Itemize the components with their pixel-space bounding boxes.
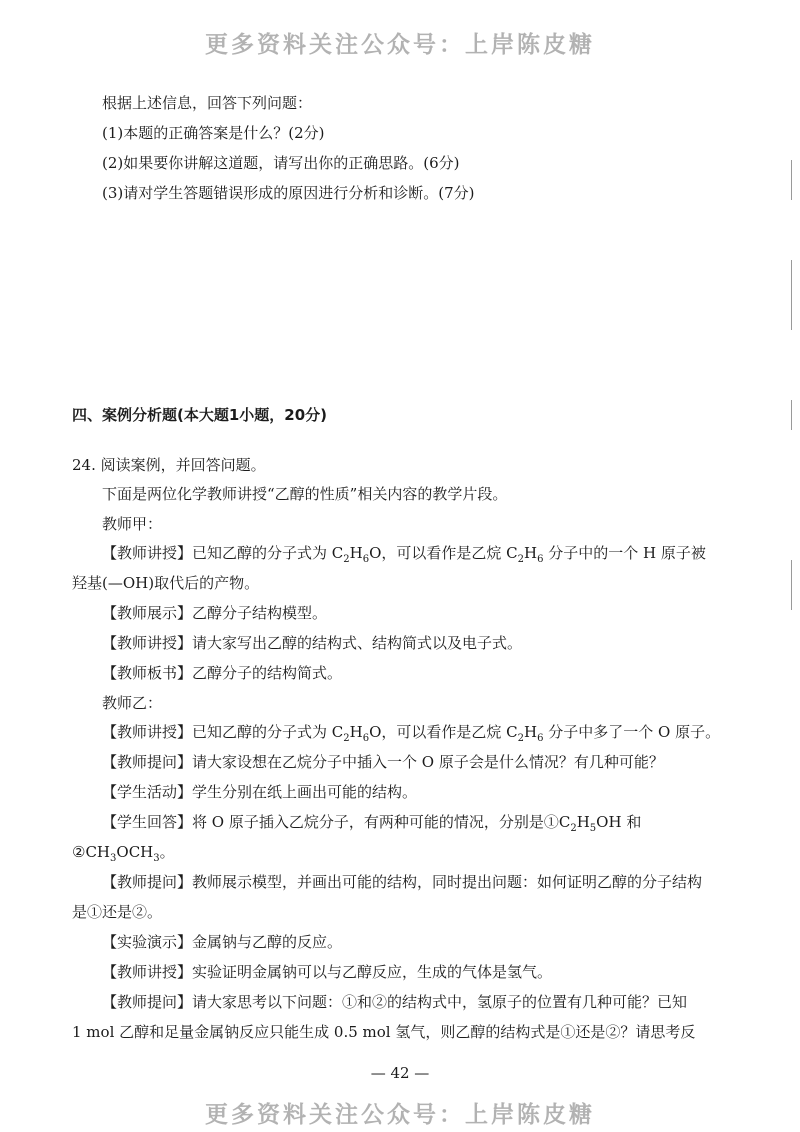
student-answer <box>102 812 641 832</box>
subscript: 2 <box>517 733 525 744</box>
subscript: 5 <box>589 823 597 834</box>
text-span: H <box>524 544 538 562</box>
case-number-line: 24. 阅读案例，并回答问题。 <box>72 456 266 474</box>
scan-margin-mark <box>791 560 792 610</box>
text-span: H <box>349 544 363 562</box>
questions-intro: 根据上述信息，回答下列问题： <box>102 94 313 112</box>
subscript: 3 <box>110 853 117 864</box>
subscript: 2 <box>570 823 577 834</box>
text-span: H <box>349 723 363 741</box>
teacher-b-question-1: 【教师提问】请大家设想在乙烷分子中插入一个 O 原子会是什么情况？有几种可能？ <box>102 753 664 771</box>
teacher-b-lecture-2: 【教师讲授】实验证明金属钠可以与乙醇反应，生成的气体是氢气。 <box>102 963 553 981</box>
scan-margin-mark <box>791 160 792 200</box>
text-span: 【教师讲授】已知乙醇的分子式为 C <box>102 544 344 562</box>
question-1: (1)本题的正确答案是什么？(2分) <box>102 124 325 142</box>
text-span: O，可以看作是乙烷 C <box>369 723 518 741</box>
teacher-b-question-3: 【教师提问】请大家思考以下问题：①和②的结构式中，氢原子的位置有几种可能？已知 <box>102 993 688 1011</box>
teacher-b-question-3-cont: 1 mol 乙醇和足量金属钠反应只能生成 0.5 mol 氢气，则乙醇的结构式是①还是②？请思考反 <box>72 1023 696 1041</box>
question-2: (2)如果要你讲解这道题，请写出你的正确思路。(6分) <box>102 154 460 172</box>
case-intro: 下面是两位化学教师讲授“乙醇的性质”相关内容的教学片段。 <box>102 485 508 503</box>
subscript: 6 <box>362 733 370 744</box>
subscript: 6 <box>362 554 370 565</box>
text-span: O，可以看作是乙烷 C <box>369 544 518 562</box>
teacher-a-lecture-1-cont: 羟基(—OH)取代后的产物。 <box>72 574 260 592</box>
teacher-a-lecture-2: 【教师讲授】请大家写出乙醇的结构式、结构简式以及电子式。 <box>102 634 523 652</box>
text-span: 分子中多了一个 O 原子。 <box>543 723 721 741</box>
subscript: 6 <box>537 554 544 565</box>
teacher-b-label: 教师乙： <box>102 694 163 712</box>
student-activity: 【学生活动】学生分别在纸上画出可能的结构。 <box>102 783 418 801</box>
scan-margin-mark <box>791 400 792 430</box>
teacher-b-lecture-1 <box>102 722 720 742</box>
text-span: H <box>524 723 538 741</box>
scan-margin-mark <box>791 260 792 330</box>
teacher-b-question-2: 【教师提问】教师展示模型，并画出可能的结构，同时提出问题：如何证明乙醇的分子结构 <box>102 873 703 891</box>
text-span: 【学生回答】将 O 原子插入乙烷分子，有两种可能的情况，分别是①C <box>102 813 571 831</box>
page-number: — 42 — <box>370 1064 430 1082</box>
watermark-top: 更多资料关注公众号：上岸陈皮糖 <box>205 32 595 58</box>
text-span: 。 <box>159 843 175 861</box>
teacher-a-display: 【教师展示】乙醇分子结构模型。 <box>102 604 328 622</box>
teacher-b-question-2-cont: 是①还是②。 <box>72 903 163 921</box>
teacher-a-board: 【教师板书】乙醇分子的结构简式。 <box>102 664 343 682</box>
subscript: 2 <box>517 554 525 565</box>
teacher-a-lecture-1 <box>102 543 706 563</box>
section-title: 四、案例分析题(本大题1小题，20分) <box>72 406 328 424</box>
text-span: ②CH <box>72 843 111 861</box>
student-answer-cont <box>72 842 175 862</box>
teacher-a-label: 教师甲： <box>102 515 163 533</box>
text-span: H <box>576 813 590 831</box>
watermark-bottom: 更多资料关注公众号：上岸陈皮糖 <box>205 1102 595 1128</box>
text-span: OCH <box>116 843 154 861</box>
text-span: 分子中的一个 H 原子被 <box>543 544 706 562</box>
text-span: 【教师讲授】已知乙醇的分子式为 C <box>102 723 344 741</box>
subscript: 2 <box>343 733 350 744</box>
question-3: (3)请对学生答题错误形成的原因进行分析和诊断。(7分) <box>102 184 475 202</box>
subscript: 6 <box>537 733 544 744</box>
subscript: 2 <box>343 554 350 565</box>
experiment-demo: 【实验演示】金属钠与乙醇的反应。 <box>102 933 343 951</box>
subscript: 3 <box>153 853 160 864</box>
text-span: OH 和 <box>596 813 642 831</box>
